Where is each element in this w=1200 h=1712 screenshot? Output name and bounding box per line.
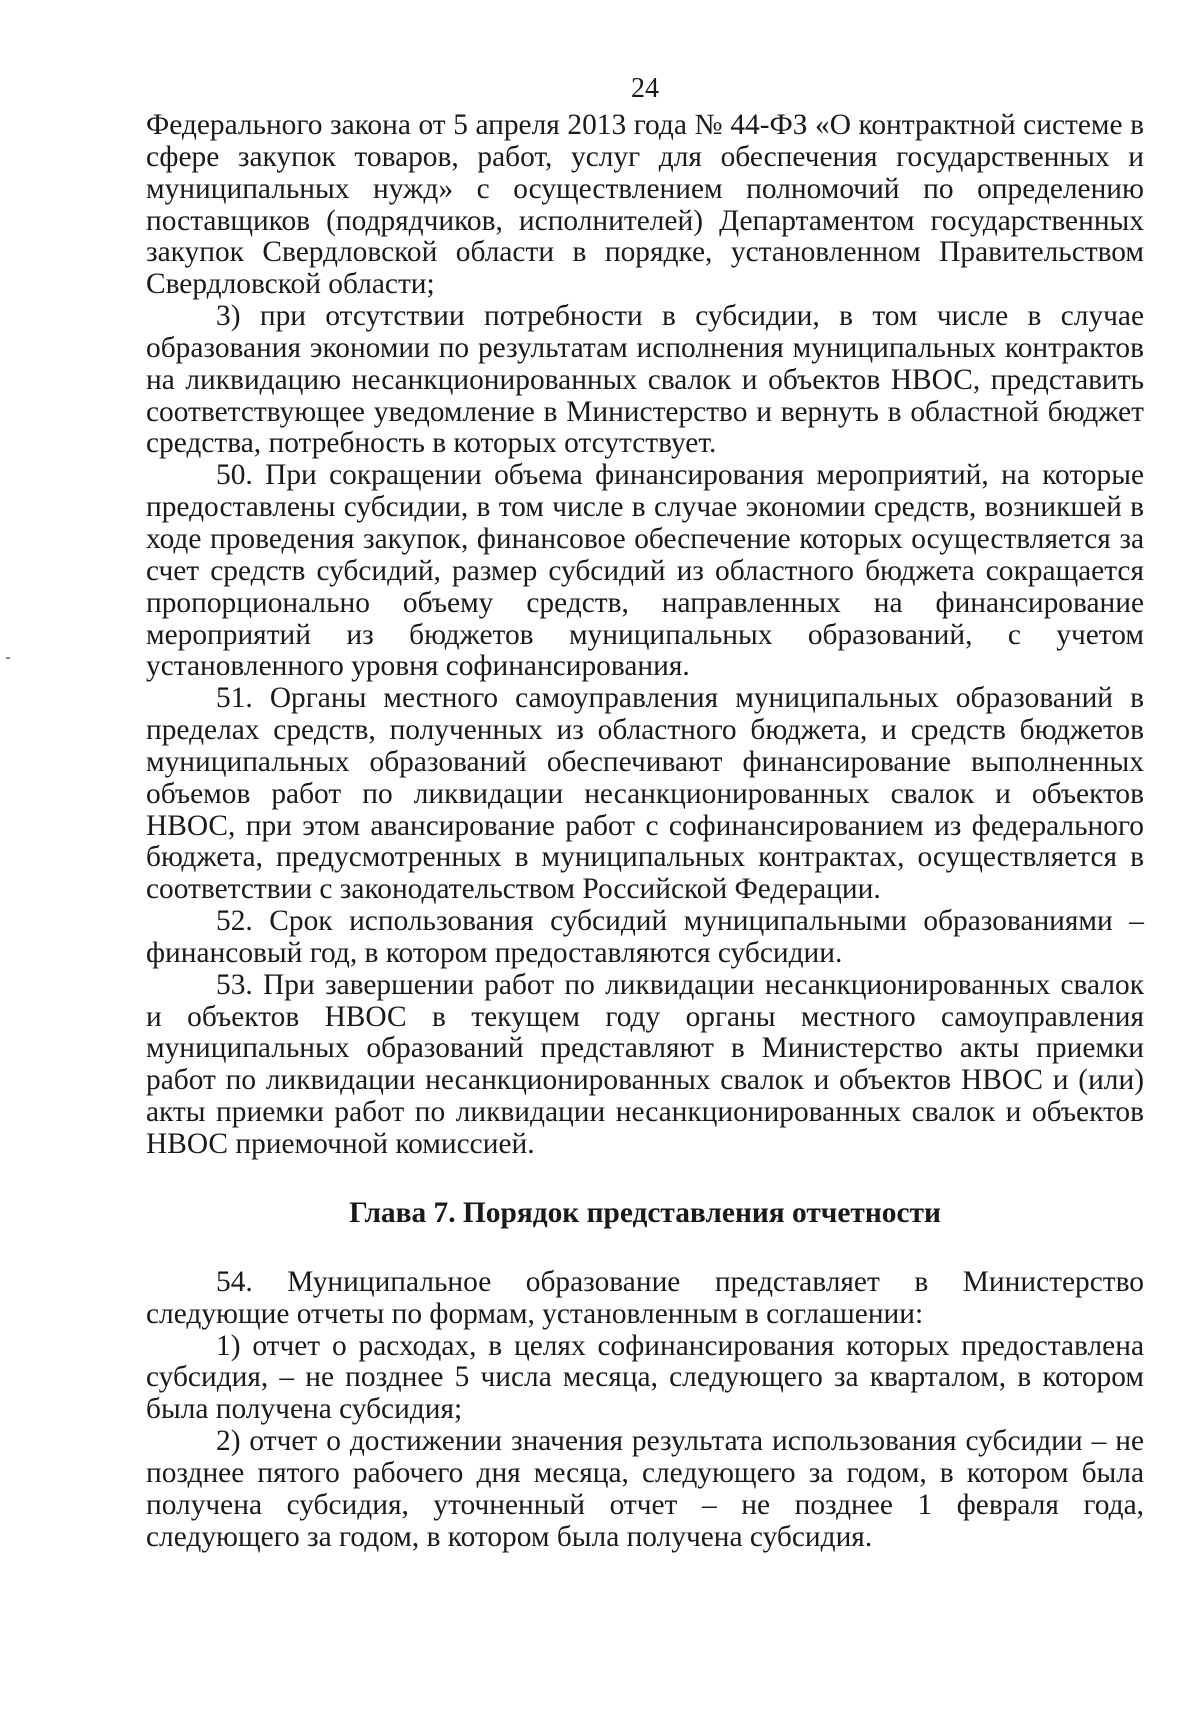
document-page [146, 70, 1144, 1553]
paragraph-clause-53: 53. При завершении работ по ликвидации несанкционированных свалок и объектов НВОС в текущем году органы местного самоуправления муниципальных образований представляют в Министерство акты приемки работ по ликвидации несанкционированных свалок и объектов НВОС и (или) акты приемки работ по ликвидации несанкционированных свалок и объектов НВОС приемочной комиссией. [146, 968, 1144, 1160]
paragraph-clause-51: 51. Органы местного самоуправления муниципальных образований в пределах средств, полученных из областного бюджета, и средств бюджетов муниципальных образований обеспечивают финансирование выполненных объемов работ по ликвидации несанкционированных свалок и объектов НВОС, при этом авансирование работ с софинансированием из федерального бюджета, предусмотренных в муниципальных контрактах, осуществляется в соответствии с законодательством Российской Федерации. [146, 682, 1144, 906]
page-number: 24 [631, 73, 659, 104]
paragraph-federal-law-continuation: Федерального закона от 5 апреля 2013 года № 44-ФЗ «О контрактной системе в сфере закупок товаров, работ, услуг для обеспечения государственных и муниципальных нужд» с осуществлением полномочий по определению поставщиков (подрядчиков, исполнителей) Департаментом государственных закупок Свердловской области в порядке, установленном Правительством Свердловской области; [146, 109, 1144, 301]
paragraph-clause-50: 50. При сокращении объема финансирования мероприятий, на которые предоставлены субсидии, в том числе в случае экономии средств, возникшей в ходе проведения закупок, финансовое обеспечение которых осуществляется за счет средств субсидий, размер субсидий из областного бюджета сокращается пропорционально объему средств, направленных на финансирование мероприятий из бюджетов муниципальных образований, с учетом установленного уровня софинансирования. [146, 459, 1144, 683]
paragraph-clause-52: 52. Срок использования субсидий муниципальными образованиями – финансовый год, в котором предоставляются субсидии. [146, 905, 1144, 969]
paragraph-item-1-report: 1) отчет о расходах, в целях софинансирования которых предоставлена субсидия, – не позднее 5 числа месяца, следующего за кварталом, в котором была получена субсидия; [146, 1329, 1144, 1426]
chapter-heading: Глава 7. Порядок представления отчетности [349, 1196, 941, 1229]
margin-scan-mark [6, 657, 10, 659]
paragraph-clause-54: 54. Муниципальное образование представляет в Министерство следующие отчеты по формам, установленным в соглашении: [146, 1265, 1144, 1330]
paragraph-item-2-report: 2) отчет о достижении значения результата использования субсидии – не позднее пятого рабочего дня месяца, следующего за годом, в котором была получена субсидия, уточненный отчет – не позднее 1 февраля года, следующего за годом, в котором была получена субсидия. [146, 1425, 1144, 1553]
paragraph-item-3: 3) при отсутствии потребности в субсидии, в том числе в случае образования экономии по результатам исполнения муниципальных контрактов на ликвидацию несанкционированных свалок и объектов НВОС, представить соответствующее уведомление в Министерство и вернуть в областной бюджет средства, потребность в которых отсутствует. [146, 300, 1144, 460]
